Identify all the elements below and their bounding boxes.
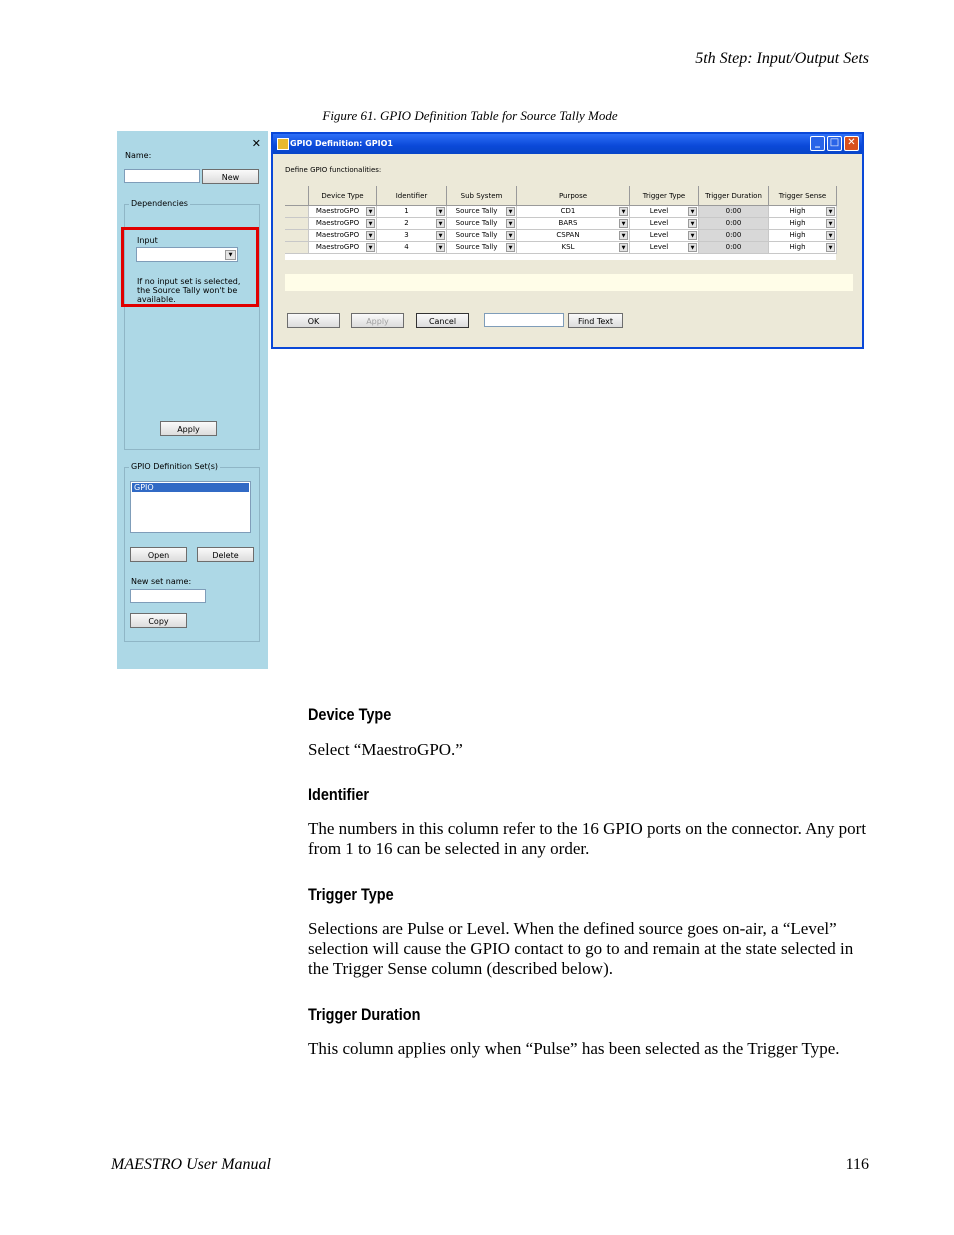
maximize-icon[interactable]: □ bbox=[827, 136, 842, 151]
chevron-down-icon[interactable]: ▼ bbox=[688, 243, 697, 252]
chevron-down-icon[interactable]: ▼ bbox=[366, 231, 375, 240]
table-cell[interactable] bbox=[517, 206, 630, 218]
gpio-sets-list[interactable] bbox=[130, 481, 251, 533]
input-label: Input bbox=[137, 236, 158, 245]
footer-manual-title: MAESTRO User Manual bbox=[111, 1156, 271, 1173]
cell-text: CD1 bbox=[560, 207, 576, 215]
cell-text: MaestroGPO bbox=[315, 243, 360, 251]
input-note: If no input set is selected, the Source Tally won't be available. bbox=[137, 277, 241, 304]
column-header[interactable]: Purpose bbox=[517, 186, 630, 206]
gpio-table bbox=[285, 186, 853, 306]
chevron-down-icon[interactable]: ▼ bbox=[688, 231, 697, 240]
chevron-down-icon[interactable]: ▼ bbox=[366, 219, 375, 228]
chevron-down-icon[interactable]: ▼ bbox=[826, 231, 835, 240]
section-text: This column applies only when “Pulse” has been selected as the Trigger Type. bbox=[308, 1039, 840, 1058]
chevron-down-icon[interactable]: ▼ bbox=[436, 207, 445, 216]
table-cell[interactable] bbox=[769, 218, 837, 230]
minimize-icon[interactable]: _ bbox=[810, 136, 825, 151]
cell-text: 4 bbox=[404, 243, 409, 251]
table-cell[interactable] bbox=[309, 206, 377, 218]
cell-text: MaestroGPO bbox=[315, 219, 360, 227]
table-cell[interactable] bbox=[630, 206, 699, 218]
table-cell[interactable] bbox=[769, 206, 837, 218]
table-cell[interactable] bbox=[699, 242, 769, 254]
section-text: Select “MaestroGPO.” bbox=[308, 740, 463, 759]
gpio-definition-dialog bbox=[271, 132, 864, 349]
dialog-title: GPIO Definition: GPIO1 bbox=[290, 139, 393, 148]
chevron-down-icon[interactable]: ▼ bbox=[506, 243, 515, 252]
cell-text: BARS bbox=[558, 219, 578, 227]
close-icon[interactable]: ✕ bbox=[844, 136, 859, 151]
cell-text: 0:00 bbox=[725, 219, 742, 227]
cell-text: Level bbox=[649, 231, 669, 239]
cell-text: CSPAN bbox=[556, 231, 580, 239]
cell-text: High bbox=[789, 243, 806, 251]
row-header[interactable] bbox=[285, 218, 309, 230]
chevron-down-icon[interactable]: ▼ bbox=[619, 231, 628, 240]
cell-text: MaestroGPO bbox=[315, 207, 360, 215]
copy-button[interactable]: Copy bbox=[130, 613, 187, 628]
row-header-corner bbox=[285, 186, 309, 206]
cell-text: High bbox=[789, 219, 806, 227]
cell-text: 0:00 bbox=[725, 243, 742, 251]
table-cell[interactable] bbox=[630, 230, 699, 242]
dependencies-label: Dependencies bbox=[131, 199, 188, 208]
column-header[interactable]: Sub System bbox=[447, 186, 517, 206]
find-text-button[interactable]: Find Text bbox=[568, 313, 623, 328]
name-input[interactable] bbox=[124, 169, 200, 183]
chevron-down-icon[interactable]: ▼ bbox=[436, 231, 445, 240]
figure-caption: Figure 61. GPIO Definition Table for Source Tally Mode bbox=[322, 108, 618, 123]
cell-text: Level bbox=[649, 219, 669, 227]
table-cell[interactable] bbox=[377, 242, 447, 254]
table-cell[interactable] bbox=[630, 242, 699, 254]
cell-text: Source Tally bbox=[455, 207, 498, 215]
open-button[interactable]: Open bbox=[130, 547, 187, 562]
table-cell[interactable] bbox=[699, 218, 769, 230]
chevron-down-icon[interactable]: ▼ bbox=[506, 219, 515, 228]
table-cell[interactable] bbox=[309, 242, 377, 254]
table-cell[interactable] bbox=[630, 218, 699, 230]
apply-button[interactable]: Apply bbox=[351, 313, 404, 328]
instruction-text: Define GPIO functionalities: bbox=[285, 166, 382, 174]
gpio-side-panel bbox=[117, 131, 268, 669]
chevron-down-icon[interactable]: ▼ bbox=[826, 243, 835, 252]
column-header[interactable]: Identifier bbox=[377, 186, 447, 206]
table-cell[interactable] bbox=[769, 230, 837, 242]
new-set-label: New set name: bbox=[131, 577, 192, 586]
section-heading: Trigger Type bbox=[308, 885, 394, 904]
table-cell[interactable] bbox=[377, 218, 447, 230]
new-button[interactable]: New bbox=[202, 169, 259, 184]
column-header[interactable]: Device Type bbox=[309, 186, 377, 206]
row-header[interactable] bbox=[285, 206, 309, 218]
column-header[interactable]: Trigger Sense bbox=[769, 186, 837, 206]
input-select[interactable] bbox=[136, 247, 238, 262]
row-header[interactable] bbox=[285, 230, 309, 242]
table-cell[interactable] bbox=[517, 242, 630, 254]
table-cell[interactable] bbox=[309, 230, 377, 242]
chevron-down-icon[interactable]: ▼ bbox=[826, 207, 835, 216]
close-icon[interactable]: ✕ bbox=[251, 137, 261, 150]
cell-text: MaestroGPO bbox=[315, 231, 360, 239]
running-header: 5th Step: Input/Output Sets bbox=[695, 50, 869, 67]
chevron-down-icon[interactable]: ▼ bbox=[619, 243, 628, 252]
table-cell[interactable] bbox=[769, 242, 837, 254]
table-cell[interactable] bbox=[517, 218, 630, 230]
cancel-button[interactable]: Cancel bbox=[416, 313, 469, 328]
chevron-down-icon[interactable]: ▼ bbox=[619, 207, 628, 216]
cell-text: Level bbox=[649, 207, 669, 215]
chevron-down-icon[interactable]: ▼ bbox=[366, 243, 375, 252]
cell-text: 3 bbox=[404, 231, 409, 239]
section-text: Selections are Pulse or Level. When the defined source goes on-air, a “Level” selection will cause the GPIO contact to go to and remain at the state selected in the Trigger Sense column (described below). bbox=[308, 919, 854, 978]
chevron-down-icon[interactable]: ▼ bbox=[619, 219, 628, 228]
cell-text: Source Tally bbox=[455, 243, 498, 251]
cell-text: 0:00 bbox=[725, 207, 742, 215]
app-icon bbox=[277, 138, 289, 150]
apply-dependencies-button[interactable]: Apply bbox=[160, 421, 217, 436]
cell-text: Level bbox=[649, 243, 669, 251]
section-heading: Identifier bbox=[308, 785, 370, 804]
column-header[interactable]: Trigger Duration bbox=[699, 186, 769, 206]
table-cell[interactable] bbox=[517, 230, 630, 242]
chevron-down-icon[interactable]: ▼ bbox=[506, 231, 515, 240]
table-cell[interactable] bbox=[309, 218, 377, 230]
list-item[interactable]: GPIO bbox=[132, 483, 249, 492]
gpio-sets-label: GPIO Definition Set(s) bbox=[131, 462, 219, 471]
delete-button[interactable]: Delete bbox=[197, 547, 254, 562]
table-cell[interactable] bbox=[377, 230, 447, 242]
chevron-down-icon[interactable]: ▼ bbox=[225, 250, 236, 260]
cell-text: Source Tally bbox=[455, 219, 498, 227]
cell-text: High bbox=[789, 207, 806, 215]
ok-button[interactable]: OK bbox=[287, 313, 340, 328]
dialog-titlebar[interactable] bbox=[273, 134, 862, 154]
cell-text: 0:00 bbox=[725, 231, 742, 239]
section-heading: Trigger Duration bbox=[308, 1005, 421, 1024]
column-header[interactable]: Trigger Type bbox=[630, 186, 699, 206]
cell-text: 2 bbox=[404, 219, 409, 227]
new-set-input[interactable] bbox=[130, 589, 206, 603]
cell-text: KSL bbox=[561, 243, 575, 251]
chevron-down-icon[interactable]: ▼ bbox=[688, 219, 697, 228]
table-cell[interactable] bbox=[377, 206, 447, 218]
table-cell[interactable] bbox=[699, 206, 769, 218]
table-cell[interactable] bbox=[447, 206, 517, 218]
chevron-down-icon[interactable]: ▼ bbox=[436, 243, 445, 252]
name-label: Name: bbox=[125, 151, 152, 160]
section-text: The numbers in this column refer to the 16 GPIO ports on the connector. Any port from 1 to 16 can be selected in any order. bbox=[308, 819, 867, 858]
page-number: 116 bbox=[845, 1156, 869, 1173]
table-empty-area bbox=[285, 274, 853, 291]
chevron-down-icon[interactable]: ▼ bbox=[436, 219, 445, 228]
section-heading: Device Type bbox=[308, 705, 392, 724]
table-cell[interactable] bbox=[699, 230, 769, 242]
cell-text: High bbox=[789, 231, 806, 239]
table-cell[interactable] bbox=[447, 242, 517, 254]
cell-text: 1 bbox=[404, 207, 409, 215]
chevron-down-icon[interactable]: ▼ bbox=[688, 207, 697, 216]
table-cell[interactable] bbox=[447, 230, 517, 242]
find-input[interactable] bbox=[484, 313, 564, 327]
chevron-down-icon[interactable]: ▼ bbox=[366, 207, 375, 216]
chevron-down-icon[interactable]: ▼ bbox=[826, 219, 835, 228]
cell-text: Source Tally bbox=[455, 231, 498, 239]
row-header[interactable] bbox=[285, 242, 309, 254]
table-cell[interactable] bbox=[447, 218, 517, 230]
chevron-down-icon[interactable]: ▼ bbox=[506, 207, 515, 216]
